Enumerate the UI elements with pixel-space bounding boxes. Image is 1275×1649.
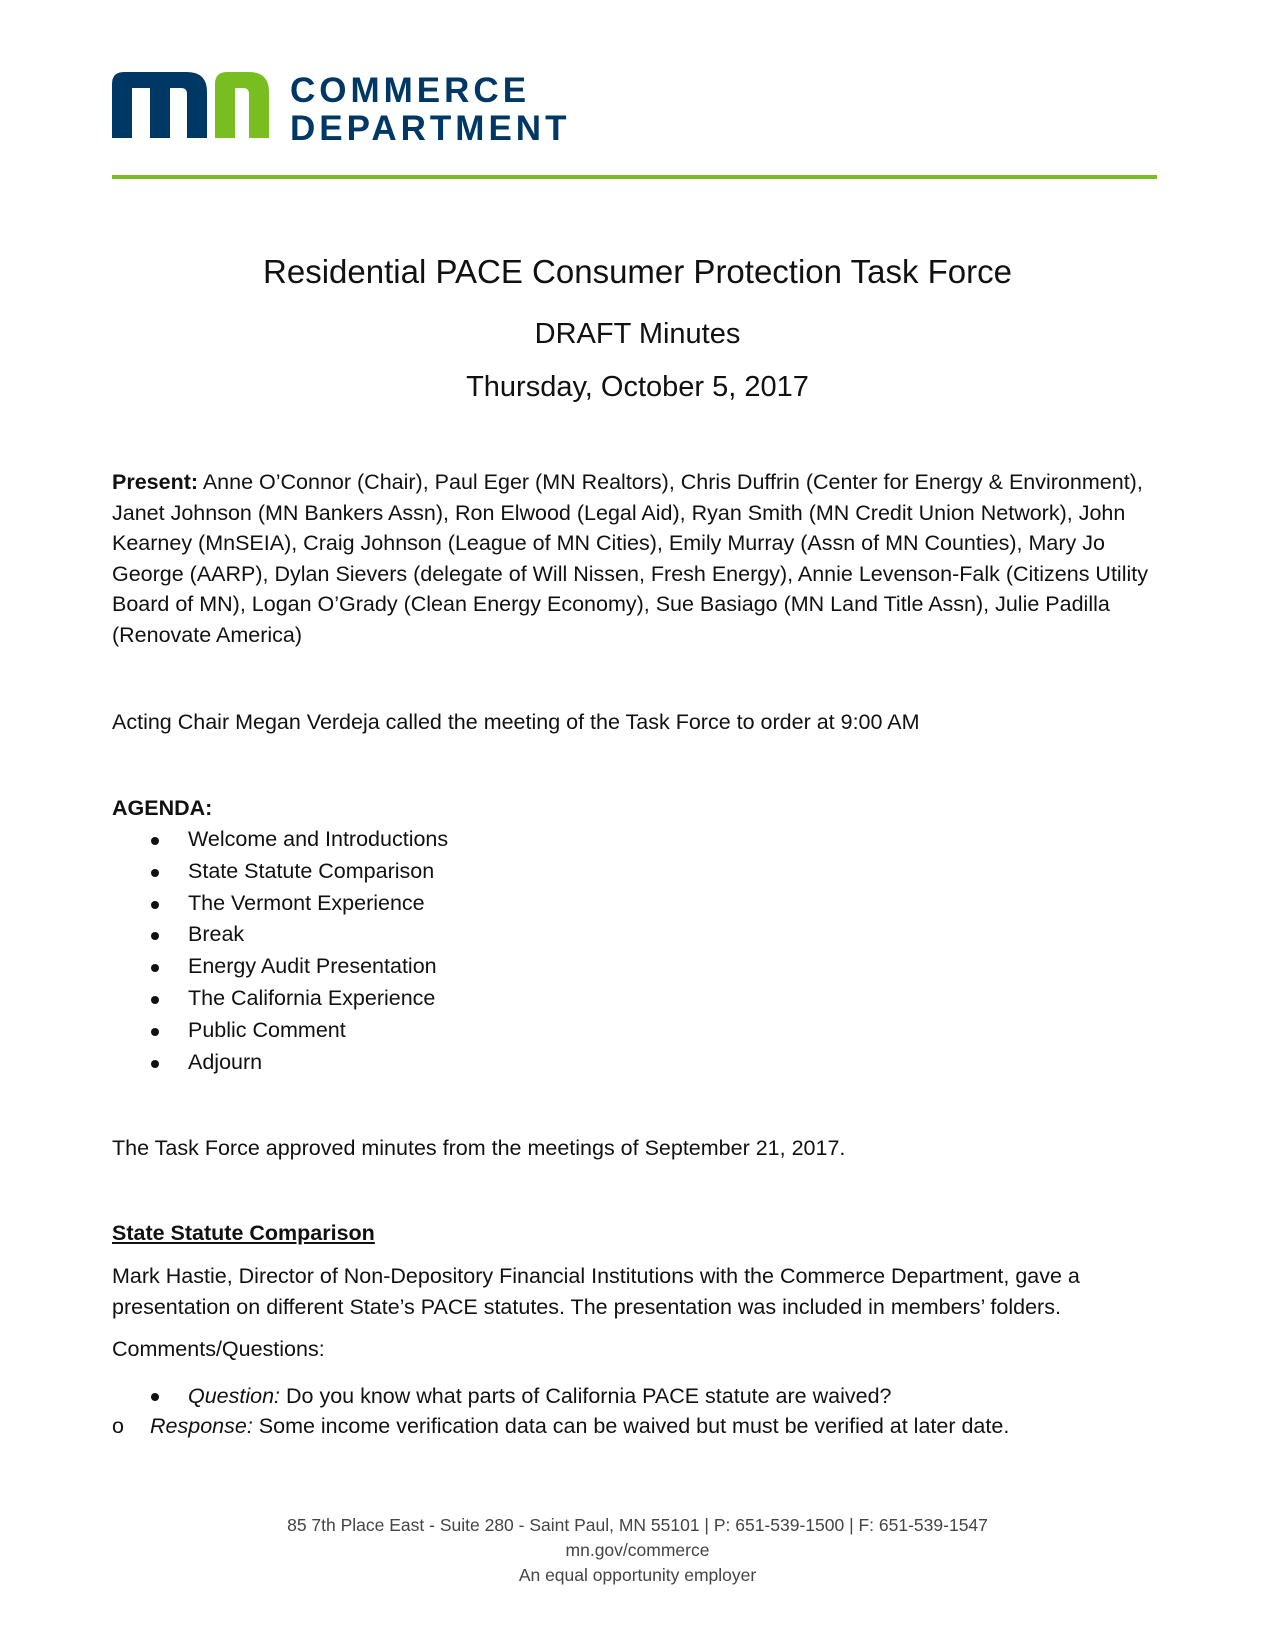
agenda-item: Welcome and Introductions [112,824,448,856]
agenda-list [112,824,448,1078]
mn-logo-mark [112,72,269,138]
footer-eeo: An equal opportunity employer [518,1565,757,1585]
agenda-item: Public Comment [112,1015,448,1047]
agenda-item: The California Experience [112,983,448,1015]
present-attendees: Anne O’Connor (Chair), Paul Eger (MN Realtors), Chris Duffrin (Center for Energy & Environment), Janet Johnson (MN Bankers Assn), Ron Elwood (Legal Aid), Ryan Smith (MN Credit Union Network), John Kearney (MnSEIA), Craig Johnson (League of MN Cities), Emily Murray (Assn of MN Counties), Mary Jo George (AARP), Dylan Sievers (delegate of Will Nissen, Fresh Energy), Annie Levenson-Falk (Citizens Utility Board of MN), Logan O’Grady (Clean Energy Economy), Sue Basiago (MN Land Title Assn), Julie Padilla (Renovate America) [112,470,1148,647]
response-label: Response: [150,1414,253,1438]
comments-label: Comments/Questions: [112,1337,325,1361]
section-body: Mark Hastie, Director of Non-Depository Financial Institutions with the Commerce Department, gave a presentation on different State’s PACE statutes. The presentation was included in members’ folders. [112,1264,1080,1319]
response-marker: o [112,1414,124,1438]
present-label: Present: [112,470,199,494]
agenda-item: State Statute Comparison [112,856,448,888]
present-paragraph [112,467,1172,650]
footer-address: 85 7th Place East - Suite 280 - Saint Paul, MN 55101 | P: 651-539-1500 | F: 651-539-1547 [287,1515,988,1535]
logo-text-commerce: COMMERCE [290,71,531,110]
agenda-item: Break [112,919,448,951]
question-item [188,1381,892,1411]
section-heading: State Statute Comparison [112,1221,375,1245]
footer-website: mn.gov/commerce [565,1540,710,1560]
agenda-item: The Vermont Experience [112,888,448,920]
agenda-item: Adjourn [112,1047,448,1079]
agenda-heading: AGENDA: [112,796,213,820]
logo-text-department: DEPARTMENT [290,109,571,145]
response-item [150,1411,1009,1441]
document-title: Residential PACE Consumer Protection Task Force [263,253,1012,290]
question-label: Question: [188,1384,281,1408]
minutes-approved: The Task Force approved minutes from the meetings of September 21, 2017. [112,1136,846,1160]
document-subtitle: DRAFT Minutes [534,318,741,350]
bullet-icon [151,1393,159,1401]
called-to-order: Acting Chair Megan Verdeja called the meeting of the Task Force to order at 9:00 AM [112,710,920,734]
meeting-date: Thursday, October 5, 2017 [466,371,809,403]
header-divider [112,175,1157,179]
mn-commerce-logo [112,70,592,145]
question-text: Do you know what parts of California PACE statute are waived? [280,1384,892,1408]
response-text: Some income verification data can be waived but must be verified at later date. [252,1414,1010,1438]
agenda-item: Energy Audit Presentation [112,951,448,983]
